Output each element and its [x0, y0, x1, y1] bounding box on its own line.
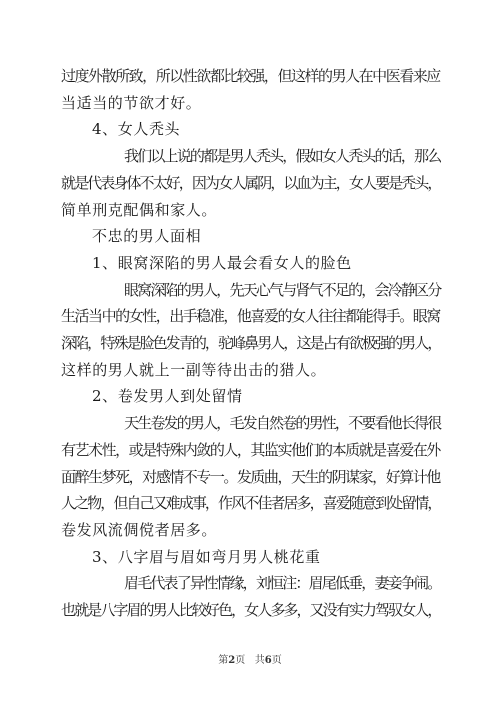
footer-page-label: 第	[218, 655, 229, 666]
section-heading: 3、八字眉与眉如弯月男人桃花重	[92, 547, 321, 566]
paragraph-line: 人之物，但自己又难成事，作风不佳者居多，喜爱随意到处留情，	[61, 494, 441, 513]
paragraph-line: 眉毛代表了异性情缘，刘恒注：眉尾低垂，妻妾争闹。	[124, 574, 441, 593]
section-heading: 4、女人秃头	[92, 120, 181, 139]
paragraph-line: 卷发风流倜傥者居多。	[61, 520, 218, 539]
paragraph-line: 深陷，特殊是脸色发青的，驼峰鼻男人，这是占有欲极强的男人，	[61, 334, 441, 352]
footer-page-unit: 页	[235, 655, 246, 666]
section-heading: 2、卷发男人到处留情	[92, 387, 243, 406]
footer-total-unit: 页	[271, 655, 282, 666]
footer-total-label: 共	[254, 655, 265, 666]
page-footer	[0, 654, 500, 668]
paragraph-line: 简单刑克配偶和家人。	[61, 200, 218, 219]
paragraph-line: 有艺术性，或是特殊内敛的人，其监实他们的本质就是喜爱在外	[61, 440, 440, 459]
footer-page-total: 6	[264, 655, 272, 666]
paragraph-line: 就是代表身体不太好，因为女人属阴，以血为主，女人要是秃头，	[61, 173, 441, 192]
paragraph-line: 面醉生梦死，对感情不专一。发质曲，天生的阴谋家，好算计他	[61, 467, 440, 486]
paragraph-line: 我们以上说的都是男人秃头，假如女人秃头的话，那么	[124, 147, 441, 166]
paragraph-line: 也就是八字眉的男人比较好色，女人多多，又没有实力驾驭女人，	[61, 601, 441, 619]
paragraph-line: 这样的男人就上一副等待出击的猎人。	[61, 360, 327, 379]
section-heading: 1、眼窝深陷的男人最会看女人的脸色	[92, 253, 352, 272]
paragraph-line: 眼窝深陷的男人，先天心气与肾气不足的，会冷静区分	[124, 280, 441, 299]
paragraph-line: 当适当的节欲才好。	[61, 93, 202, 112]
section-heading: 不忠的男人面相	[92, 227, 202, 246]
paragraph-line: 生活当中的女性，出手稳准，他喜爱的女人往往都能得手。眼窝	[61, 307, 440, 326]
paragraph-line: 天生卷发的男人，毛发自然卷的男性，不要看他长得很	[124, 414, 441, 433]
footer-page-current: 2	[228, 655, 236, 666]
paragraph-line: 过度外散所致，所以性欲都比较强，但这样的男人在中医看来应	[61, 67, 440, 85]
